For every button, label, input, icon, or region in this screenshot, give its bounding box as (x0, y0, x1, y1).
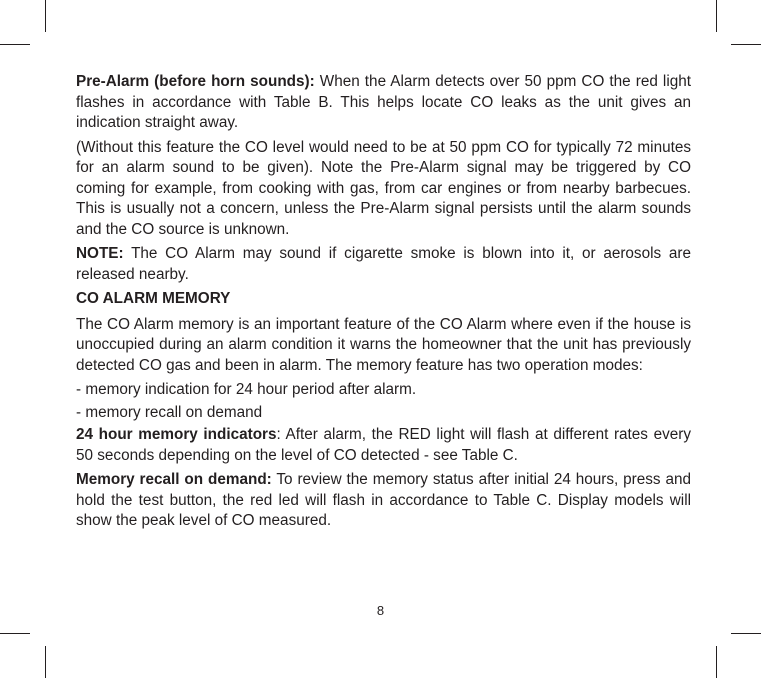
recall-label: Memory recall on demand: (76, 471, 272, 488)
crop-mark-top-right-vertical (716, 0, 717, 32)
memory-heading: CO ALARM MEMORY (76, 290, 231, 307)
note-label: NOTE: (76, 245, 124, 262)
indicators-text: : After alarm, the RED light will flash at different rates every 50 seconds depending on the level of CO detected - see Table C. (76, 426, 691, 464)
indicators-paragraph (76, 425, 691, 466)
memory-intro-paragraph: The CO Alarm memory is an important feature of the CO Alarm where even if the house is unoccupied during an alarm condition it warns the homeowner that the unit has previously detected CO gas and been in alarm. The memory feature has two operation modes: (76, 315, 691, 374)
pre-alarm-label: Pre-Alarm (before horn sounds): (76, 73, 315, 90)
mode-item: - memory recall on demand (76, 403, 263, 421)
crop-mark-top-left-horizontal (0, 44, 30, 45)
crop-mark-top-left-vertical (45, 0, 46, 32)
note-paragraph (76, 244, 691, 285)
page-number: 8 (376, 603, 385, 618)
note-text: The CO Alarm may sound if cigarette smoke is blown into it, or aerosols are released nearby. (76, 245, 691, 283)
crop-mark-bottom-right-vertical (716, 646, 717, 678)
without-feature-paragraph: (Without this feature the CO level would need to be at 50 ppm CO for typically 72 minutes for an alarm sound to be given). Note the Pre-Alarm signal may be triggered by CO coming for example, from cooking with gas, from car engines or from nearby barbecues. This is usually not a concern, unless the Pre-Alarm signal persists until the alarm sounds and the CO source is unknown. (76, 138, 691, 238)
pre-alarm-text: When the Alarm detects over 50 ppm CO the red light flashes in accordance with Table B. This helps locate CO leaks as the unit gives an indication straight away. (76, 73, 691, 131)
crop-mark-bottom-left-vertical (45, 646, 46, 678)
pre-alarm-paragraph (76, 72, 691, 134)
recall-text: To review the memory status after initial 24 hours, press and hold the test button, the red led will flash in accordance to Table C. Display models will show the peak level of CO measured. (76, 471, 691, 529)
recall-paragraph (76, 470, 691, 532)
crop-mark-bottom-left-horizontal (0, 633, 30, 634)
indicators-label: 24 hour memory indicators (76, 426, 277, 443)
mode-item: - memory indication for 24 hour period after alarm. (76, 381, 417, 398)
crop-mark-top-right-horizontal (731, 44, 761, 45)
page-content (76, 72, 691, 536)
crop-mark-bottom-right-horizontal (731, 633, 761, 634)
